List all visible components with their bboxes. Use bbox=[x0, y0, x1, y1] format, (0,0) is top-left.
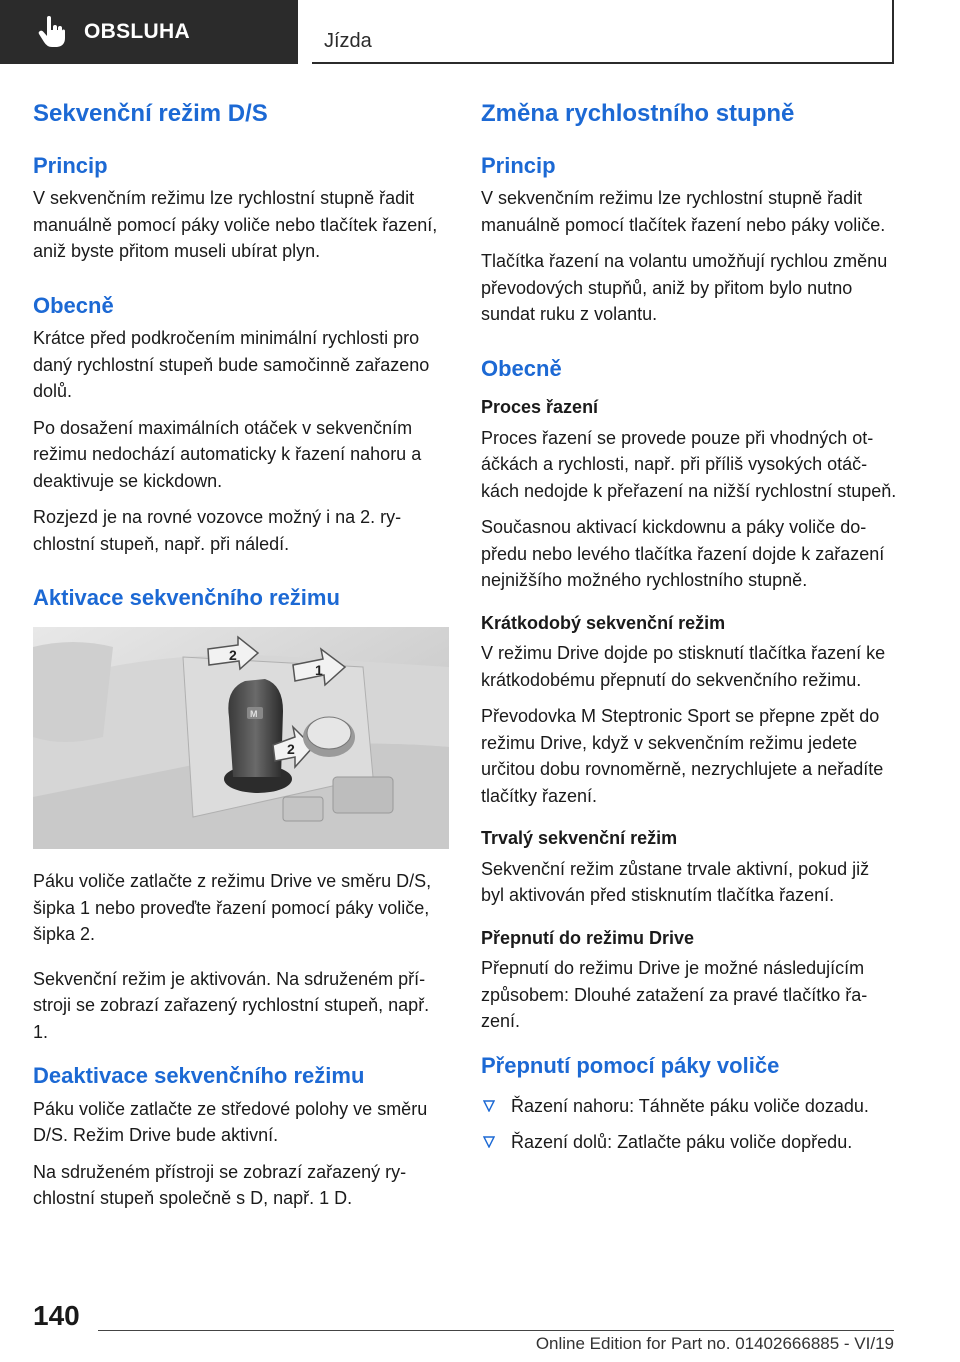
subheading-kratkodoby: Krátkodobý sekvenční režim bbox=[481, 612, 726, 633]
paragraph: Převodovka M Steptronic Sport se přepne zpět do režimu Drive, když v sekvenčním režimu jedete určitou dobu rovnoměrně, nezrychlujete a neřadíte tlačítky řazení. bbox=[481, 706, 884, 806]
paragraph: Sekvenční režim zůstane trvale aktivní, pokud již byl aktivován před stisknutím tlačítka řazení. bbox=[481, 858, 870, 906]
svg-text:M: M bbox=[250, 709, 258, 720]
heading-obecne: Obecně bbox=[33, 292, 114, 318]
heading-obecne: Obecně bbox=[481, 355, 562, 381]
triangle-bullet-icon bbox=[483, 1100, 495, 1112]
paragraph: Současnou aktivací kickdownu a páky voliče dopředu nebo levého tlačítka řazení dojde k zařazení nejnižšího možného rychlostního stupně. bbox=[481, 517, 885, 591]
paragraph: Krátce před podkročením minimální rychlosti pro daný rychlostní stupeň bude samočinně zařazeno dolů. bbox=[33, 328, 430, 402]
paragraph: Páku voliče zatlačte z režimu Drive ve směru D/S, šipka 1 nebo proveďte řazení pomocí páky voliče, šipka 2. bbox=[33, 871, 432, 945]
subheading-proces: Proces řazení bbox=[481, 397, 599, 418]
paragraph: Přepnutí do režimu Drive je možné následujícím způsobem: Dlouhé zatažení za pravé tlačítko řazení. bbox=[481, 958, 868, 1032]
section-title-sekvencni: Sekvenční režim D/S bbox=[33, 100, 268, 127]
figure-label-1: 1 bbox=[315, 662, 323, 679]
subheading-prepnuti-drive: Přepnutí do režimu Drive bbox=[481, 927, 695, 948]
header-section-tab bbox=[0, 0, 298, 64]
list-item-text: Řazení nahoru: Táhněte páku voliče dozadu. bbox=[511, 1095, 869, 1116]
heading-prepnuti-paka: Přepnutí pomocí páky voliče bbox=[481, 1052, 780, 1078]
section-title-zmena: Změna rychlostního stupně bbox=[481, 100, 795, 127]
bullet-list bbox=[481, 1093, 897, 1156]
page-number: 140 bbox=[33, 1300, 80, 1331]
footer-divider bbox=[98, 1330, 894, 1331]
right-column bbox=[481, 100, 897, 1166]
paragraph: Po dosažení maximálních otáček v sekvenčním režimu nedochází automaticky k řazení nahoru a deaktivuje se kickdown. bbox=[33, 417, 422, 491]
header-chapter-box bbox=[312, 0, 894, 64]
subheading-trvaly: Trvalý sekvenční režim bbox=[481, 828, 678, 849]
gear-selector-illustration bbox=[33, 627, 449, 849]
figure-label-2a: 2 bbox=[229, 647, 237, 664]
paragraph: Páku voliče zatlačte ze středové polohy ve směru D/S. Režim Drive bude aktivní. bbox=[33, 1098, 428, 1146]
list-item-text: Řazení dolů: Zatlačte páku voliče dopředu. bbox=[511, 1132, 853, 1153]
heading-princip: Princip bbox=[33, 152, 108, 178]
paragraph: V sekvenčním režimu lze rychlostní stupně řadit manuálně pomocí tlačítek řazení nebo páky voliče. bbox=[481, 188, 886, 235]
edition-note: Online Edition for Part no. 01402666885 - VI/19 bbox=[535, 1334, 894, 1353]
left-column bbox=[33, 100, 449, 1222]
figure-label-2b: 2 bbox=[287, 741, 295, 758]
triangle-bullet-icon bbox=[483, 1136, 495, 1148]
paragraph: Rozjezd je na rovné vozovce možný i na 2. rychlostní stupeň, např. při náledí. bbox=[33, 507, 402, 554]
hand-pointer-icon bbox=[34, 14, 70, 50]
heading-princip: Princip bbox=[481, 152, 556, 178]
paragraph: V režimu Drive dojde po stisknutí tlačítka řazení ke krátkodobému přepnutí do sekvenčního režimu. bbox=[481, 643, 886, 690]
paragraph: Na sdruženém přístroji se zobrazí zařazený rychlostní stupeň společně s D, např. 1 D. bbox=[33, 1161, 407, 1209]
list-item bbox=[481, 1129, 897, 1156]
heading-deaktivace: Deaktivace sekvenčního režimu bbox=[33, 1063, 365, 1089]
header-section-label: OBSLUHA bbox=[84, 20, 190, 43]
paragraph: Sekvenční režim je aktivován. Na sdruženém přístroji se zobrazí zařazený rychlostní stupeň, např. 1. bbox=[33, 968, 430, 1042]
paragraph: V sekvenčním režimu lze rychlostní stupně řadit manuálně pomocí páky voliče nebo tlačítek řazení, aniž byste přitom museli ubírat plyn. bbox=[33, 188, 438, 262]
paragraph: Tlačítka řazení na volantu umožňují rychlou změnu převodových stupňů, aniž by přitom bylo nutno sundat ruku z volantu. bbox=[481, 251, 888, 325]
header-chapter-label: Jízda bbox=[324, 30, 372, 52]
paragraph: Proces řazení se provede pouze při vhodných otáčkách a rychlosti, např. při příliš vysokých otáčkách nedojde k přeřazení na nižší rychlostní stupeň. bbox=[481, 427, 897, 501]
list-item bbox=[481, 1093, 897, 1120]
heading-aktivace: Aktivace sekvenčního režimu bbox=[33, 585, 340, 611]
